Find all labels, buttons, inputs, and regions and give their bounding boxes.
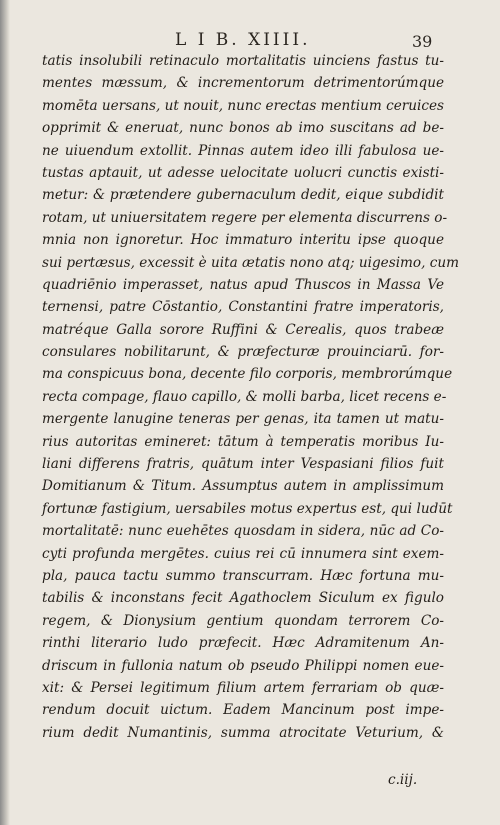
text-line: xit: & Persei legitimum filium artem ferrariam ob quæ- xyxy=(42,679,444,696)
text-line: fortunæ fastigium, uersabiles motus expertus est, qui ludūt xyxy=(42,500,453,517)
book-title: L I B. XIIII. xyxy=(175,30,311,50)
text-line: pla, pauca tactu summo transcurram. Hæc fortuna mu- xyxy=(42,567,444,584)
text-line: matréque Galla sorore Ruffini & Cerealis, quos trabeæ xyxy=(42,321,444,338)
text-line: tustas aptauit, ut adesse uelocitate uolucri cunctis existi- xyxy=(42,164,444,181)
text-line: cyti profunda mergētes. cuius rei cū innumera sint exem- xyxy=(42,545,444,562)
text-block xyxy=(42,50,460,744)
text-line: sui pertæsus, excessit è uita ætatis nono atq; uigesimo, cum xyxy=(42,254,460,271)
text-line: ma conspicuus bona, decente filo corporis, membrorúmque xyxy=(42,366,453,383)
text-line: ternensi, patre Cōstantio, Constantini fratre imperatoris, xyxy=(42,299,444,316)
text-line: liani differens fratris, quātum inter Vespasiani filios fuit xyxy=(42,456,444,473)
text-line: metur: & prætendere gubernaculum dedit, eique subdidit xyxy=(42,187,444,204)
text-line: mentes mæssum, & incrementorum detrimentorúmque xyxy=(42,75,444,92)
signature-mark: c.iij. xyxy=(388,772,418,788)
text-line: regem, & Dionysium gentium quondam terrorem Co- xyxy=(42,612,444,629)
text-line: tabilis & inconstans fecit Agathoclem Siculum ex figulo xyxy=(42,590,444,607)
text-line: quadriēnio imperasset, natus apud Thuscos in Massa Ve xyxy=(42,276,444,293)
text-line: tatis insolubili retinaculo mortalitatis uinciens fastus tu- xyxy=(42,53,444,69)
page-number: 39 xyxy=(412,32,433,51)
text-line: rinthi literario ludo præfecit. Hæc Adramitenum An- xyxy=(42,635,444,652)
text-line: opprimit & eneruat, nunc bonos ab imo suscitans ad be- xyxy=(42,120,444,137)
text-line: driscum in fullonia natum ob pseudo Philippi nomen eue- xyxy=(42,657,444,674)
text-line: momēta uersans, ut nouit, nunc erectas mentium ceruices xyxy=(42,97,444,114)
text-line: rotam, ut uniuersitatem regere per elementa discurrens o- xyxy=(42,209,448,226)
text-line: mortalitatē: nunc euehētes quosdam in sidera, nūc ad Co- xyxy=(42,523,444,540)
text-line: consulares nobilitarunt, & præfecturæ prouinciarū. for- xyxy=(42,344,444,361)
page-gutter-shadow xyxy=(0,0,10,825)
text-line: rendum docuit uictum. Eadem Mancinum post impe- xyxy=(42,702,444,719)
text-line: recta compage, flauo capillo, & molli barba, licet recens e- xyxy=(42,388,447,405)
text-line: ne uiuendum extollit. Pinnas autem ideo illi fabulosa ue- xyxy=(42,142,444,159)
text-line: mergente lanugine teneras per genas, ita tamen ut matu- xyxy=(42,411,444,428)
text-line: rium dedit Numantinis, summa atrocitate Veturium, & xyxy=(42,724,444,741)
text-line: mnia non ignoretur. Hoc immaturo interitu ipse quoque xyxy=(42,232,444,249)
text-line: rius autoritas emineret: tātum à temperatis moribus Iu- xyxy=(42,433,444,450)
text-line: Domitianum & Titum. Assumptus autem in amplissimum xyxy=(42,478,444,495)
